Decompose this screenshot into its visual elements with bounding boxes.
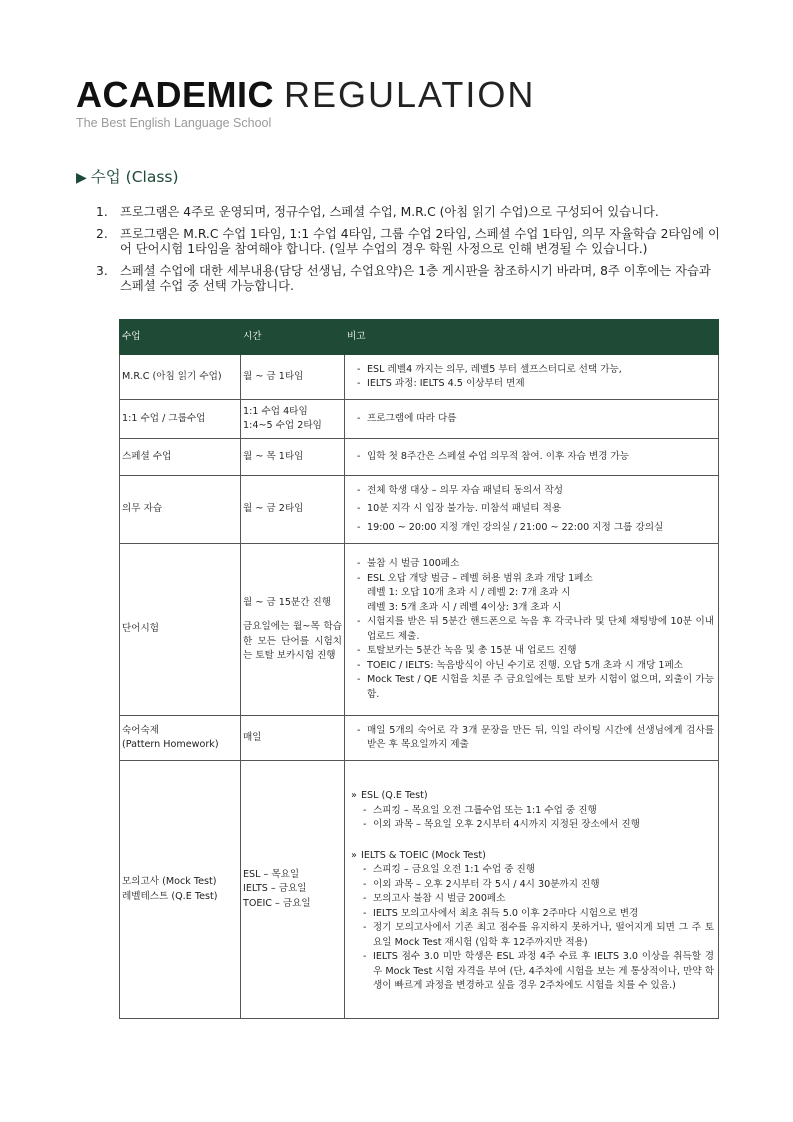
note-line: - 시험지를 받은 뒤 5분간 핸드폰으로 녹음 후 각국나라 및 단체 채팅방에 10분 이내 업로드 제출. <box>355 615 714 644</box>
note-line: - Mock Test / QE 시험을 치룬 주 금요일에는 토탈 보카 시험이 없으며, 외출이 가능함. <box>355 673 714 702</box>
cell-note <box>345 355 719 400</box>
class-table <box>119 319 719 1019</box>
header-class: 수업 <box>120 320 241 355</box>
section-title: 수업 (Class) <box>90 168 179 186</box>
header-note: 비고 <box>345 320 719 355</box>
cell-time <box>241 761 345 1019</box>
note-line: - ESL 레벨4 까지는 의무, 레벨5 부터 셀프스터디로 선택 가능, <box>355 363 714 378</box>
rule-item <box>96 264 720 295</box>
note-line: - 입학 첫 8주간은 스페셜 수업 의무적 참여. 이후 자습 변경 가능 <box>355 450 714 465</box>
note-line: - 이외 과목 – 목요일 오후 2시부터 4시까지 지정된 장소에서 진행 <box>349 818 714 833</box>
note-line: - 스피킹 – 금요일 오전 1:1 수업 중 진행 <box>349 863 714 878</box>
note-line: - TOEIC / IELTS: 녹음방식이 아닌 수기로 진행. 오답 5개 초과 시 개당 1페소 <box>355 659 714 674</box>
note-line: - 매일 5개의 숙어로 각 3개 문장을 만든 뒤, 익일 라이팅 시간에 선생님에게 검사를 받은 후 목요일까지 제출 <box>355 724 714 753</box>
table-row <box>120 716 719 761</box>
table-row <box>120 761 719 1019</box>
note-line: - 정기 모의고사에서 기존 최고 점수를 유지하지 못하거나, 떨어지게 되면 그 주 토요일 Mock Test 재시험 (입학 후 12주까지만 적용) <box>349 921 714 950</box>
cell-time: 월 ~ 금 1타임 <box>241 355 345 400</box>
note-line: - 모의고사 불참 시 벌금 200페소 <box>349 892 714 907</box>
note-line: - IELTS 과정: IELTS 4.5 이상부터 면제 <box>355 377 714 392</box>
rule-number: 2. <box>96 226 108 241</box>
cell-note <box>345 400 719 439</box>
rule-number: 3. <box>96 263 108 278</box>
time-line: IELTS – 금요일 <box>243 883 307 895</box>
header-time: 시간 <box>241 320 345 355</box>
cell-class: 1:1 수업 / 그룹수업 <box>120 400 241 439</box>
class-line: 레벨테스트 (Q.E Test) <box>122 890 218 902</box>
rule-text: 스페셜 수업에 대한 세부내용(담당 선생님, 수업요약)은 1층 게시판을 참조하시기 바라며, 8주 이후에는 자습과 스페셜 수업 중 선택 가능합니다. <box>120 263 711 293</box>
note-line: - 이외 과목 – 오후 2시부터 각 5시 / 4시 30분까지 진행 <box>349 878 714 893</box>
class-line: 모의고사 (Mock Test) <box>122 876 217 887</box>
table-header-row <box>120 320 719 355</box>
note-heading: » ESL (Q.E Test) <box>349 789 714 804</box>
class-line: 숙어숙제 <box>122 724 160 736</box>
note-line: - 불참 시 벌금 100페소 <box>355 557 714 572</box>
rules-list <box>96 205 720 301</box>
table-row <box>120 476 719 544</box>
cell-class <box>120 761 241 1019</box>
note-line: - 토탈보카는 5분간 녹음 및 총 15분 내 업로드 진행 <box>355 644 714 659</box>
rule-item <box>96 227 720 258</box>
cell-note <box>345 476 719 544</box>
title-bold: ACADEMIC <box>76 74 274 115</box>
note-line: 레벨 3: 5개 초과 시 / 레벨 4이상: 3개 초과 시 <box>367 601 562 613</box>
note-line: 레벨 1: 오답 10개 초과 시 / 레벨 2: 7개 초과 시 <box>367 587 571 598</box>
cell-time: 매일 <box>241 716 345 761</box>
note-line: - 19:00 ~ 20:00 지정 개인 강의실 / 21:00 ~ 22:00 지정 그룹 강의실 <box>355 521 714 536</box>
note-line: - 프로그램에 따라 다름 <box>355 412 714 427</box>
cell-class <box>120 716 241 761</box>
cell-class: 단어시험 <box>120 544 241 716</box>
class-line: (Pattern Homework) <box>122 739 219 750</box>
table-row <box>120 544 719 716</box>
table-row <box>120 439 719 476</box>
cell-note <box>345 544 719 716</box>
time-line: ESL – 목요일 <box>243 868 300 880</box>
time-line: 1:1 수업 4타임 <box>243 405 308 417</box>
cell-time <box>241 544 345 716</box>
document-title <box>76 74 535 117</box>
cell-note <box>345 716 719 761</box>
spacer <box>349 833 714 845</box>
cell-time: 월 ~ 금 2타임 <box>241 476 345 544</box>
note-line: - 전체 학생 대상 – 의무 자습 패널티 동의서 작성 <box>355 484 714 499</box>
time-line: 월 ~ 금 15분간 진행 <box>243 596 332 608</box>
cell-class: M.R.C (아침 읽기 수업) <box>120 355 241 400</box>
table-row <box>120 355 719 400</box>
document-header <box>76 74 535 130</box>
note-line: - IELTS 모의고사에서 최초 취득 5.0 이후 2주마다 시험으로 변경 <box>349 907 714 922</box>
cell-time: 월 ~ 목 1타임 <box>241 439 345 476</box>
time-line: 1:4~5 수업 2타임 <box>243 420 322 431</box>
rule-text: 프로그램은 4주로 운영되며, 정규수업, 스페셜 수업, M.R.C (아침 읽기 수업)으로 구성되어 있습니다. <box>120 205 659 219</box>
cell-time <box>241 400 345 439</box>
note-heading: » IELTS & TOEIC (Mock Test) <box>349 849 714 864</box>
rule-item <box>96 205 720 221</box>
table-row <box>120 400 719 439</box>
cell-note <box>345 761 719 1019</box>
note-line: - 10분 지각 시 입장 불가능. 미참석 패널티 적용 <box>355 502 714 517</box>
document-subtitle: The Best English Language School <box>76 116 272 130</box>
time-line: TOEIC – 금요일 <box>243 897 311 909</box>
triangle-marker-icon: ▶ <box>76 170 87 186</box>
cell-note <box>345 439 719 476</box>
note-line: - IELTS 점수 3.0 미만 학생은 ESL 과정 4주 수료 후 IELTS 3.0 이상을 취득할 경우 Mock Test 시험 자격을 부여 (단, 4주차에 시험을 보는 게 통상적이나, 만약 학생이 빠르게 과정을 변경하고 싶을 경우 2주차에도 시험을 치를 수 있음.) <box>349 950 714 994</box>
cell-class: 의무 자습 <box>120 476 241 544</box>
title-light: REGULATION <box>284 74 536 115</box>
cell-class: 스페셜 수업 <box>120 439 241 476</box>
time-line: 금요일에는 월~목 학습한 모든 단어를 시험치는 토탈 보카시험 진행 <box>243 621 342 661</box>
note-line: - 스피킹 – 목요일 오전 그룹수업 또는 1:1 수업 중 진행 <box>349 804 714 819</box>
note-line: - ESL 오답 개당 벌금 – 레벨 허용 범위 초과 개당 1페소 <box>355 572 714 587</box>
section-heading <box>76 165 179 187</box>
rule-number: 1. <box>96 205 108 219</box>
rule-text: 프로그램은 M.R.C 수업 1타임, 1:1 수업 4타임, 그룹 수업 2타임, 스페셜 수업 1타임, 의무 자율학습 2타임에 이어 단어시험 1타임을 참여해야 합니다. (일부 수업의 경우 학원 사정으로 인해 변경될 수 있습니다.) <box>120 226 720 256</box>
